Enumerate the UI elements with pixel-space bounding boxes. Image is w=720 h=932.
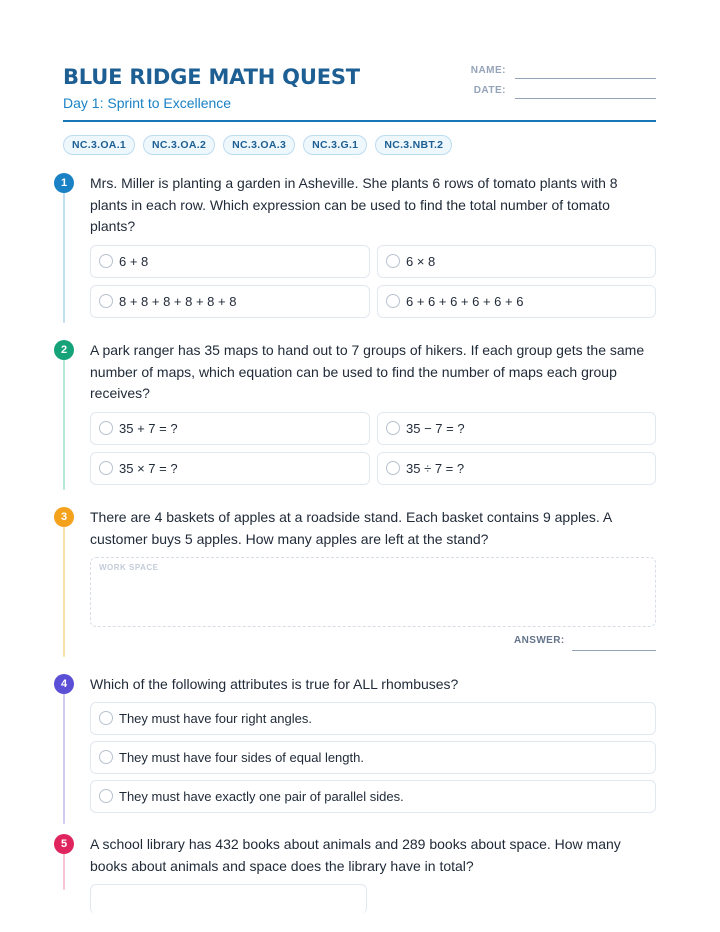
answer-option[interactable] [90,702,656,735]
option-label: 35 × 7 = ? [119,461,178,476]
question-number-badge: 1 [54,173,74,193]
answer-option[interactable] [90,412,370,445]
answer-line[interactable] [572,650,656,651]
date-field[interactable] [466,82,656,102]
option-label: 35 + 7 = ? [119,421,178,436]
question-text: A school library has 432 books about animals and 289 books about space. How many books about animals and space does the library have in total? [90,836,621,874]
question-number-badge: 2 [54,340,74,360]
page-title: BLUE RIDGE MATH QUEST [63,65,360,89]
question-2-rail [63,350,65,490]
question-3-rail [63,517,65,657]
question-number-badge: 3 [54,507,74,527]
question-4-rail [63,684,65,824]
radio-button[interactable] [386,461,400,475]
answer-option[interactable] [90,741,656,774]
standard-tag: NC.3.OA.1 [63,135,135,155]
question-number-badge: 5 [54,834,74,854]
answer-label: ANSWER: [514,635,565,646]
option-label: 35 ÷ 7 = ? [406,461,465,476]
name-field[interactable] [466,62,656,82]
answer-option[interactable] [90,780,656,813]
work-space-label: WORK SPACE [99,563,159,572]
answer-box[interactable] [90,884,367,914]
question-number-badge: 4 [54,674,74,694]
date-line[interactable] [515,98,656,99]
question-text: Mrs. Miller is planting a garden in Asheville. She plants 6 rows of tomato plants with 8 plants in each row. Which expression can be used to find the total number of tomato plants? [90,175,618,234]
option-label: They must have four right angles. [119,711,312,726]
option-label: 6 + 6 + 6 + 6 + 6 + 6 [406,294,524,309]
standard-tag: NC.3.NBT.2 [375,135,452,155]
radio-button[interactable] [386,294,400,308]
option-label: They must have exactly one pair of parallel sides. [119,789,404,804]
standard-tag: NC.3.G.1 [303,135,367,155]
page-subtitle: Day 1: Sprint to Excellence [63,95,232,111]
radio-button[interactable] [99,254,113,268]
question-text: A park ranger has 35 maps to hand out to 7 groups of hikers. If each group gets the same number of maps, which equation can be used to find the number of maps each group receives? [90,342,645,401]
name-label: NAME: [470,65,506,76]
standard-tag: NC.3.OA.2 [143,135,215,155]
radio-button[interactable] [99,421,113,435]
radio-button[interactable] [99,750,113,764]
answer-option[interactable] [90,285,370,318]
radio-button[interactable] [99,294,113,308]
radio-button[interactable] [99,461,113,475]
option-label: 6 + 8 [119,254,149,269]
work-space-box[interactable] [90,557,656,627]
radio-button[interactable] [386,421,400,435]
answer-option[interactable] [90,452,370,485]
option-label: They must have four sides of equal length. [119,750,364,765]
radio-button[interactable] [386,254,400,268]
question-text: There are 4 baskets of apples at a roadside stand. Each basket contains 9 apples. A customer buys 5 apples. How many apples are left at the stand? [90,509,612,547]
date-label: DATE: [473,85,506,96]
worksheet-header [63,62,656,122]
standard-tag: NC.3.OA.3 [223,135,295,155]
option-label: 6 × 8 [406,254,436,269]
radio-button[interactable] [99,789,113,803]
question-1-rail [63,183,65,323]
answer-option[interactable] [90,245,370,278]
answer-option[interactable] [377,245,656,278]
option-label: 35 − 7 = ? [406,421,465,436]
standards-tags [63,135,452,155]
answer-option[interactable] [377,452,656,485]
option-label: 8 + 8 + 8 + 8 + 8 + 8 [119,294,237,309]
radio-button[interactable] [99,711,113,725]
answer-option[interactable] [377,285,656,318]
question-text: Which of the following attributes is true for ALL rhombuses? [90,676,459,692]
name-line[interactable] [515,78,656,79]
answer-option[interactable] [377,412,656,445]
